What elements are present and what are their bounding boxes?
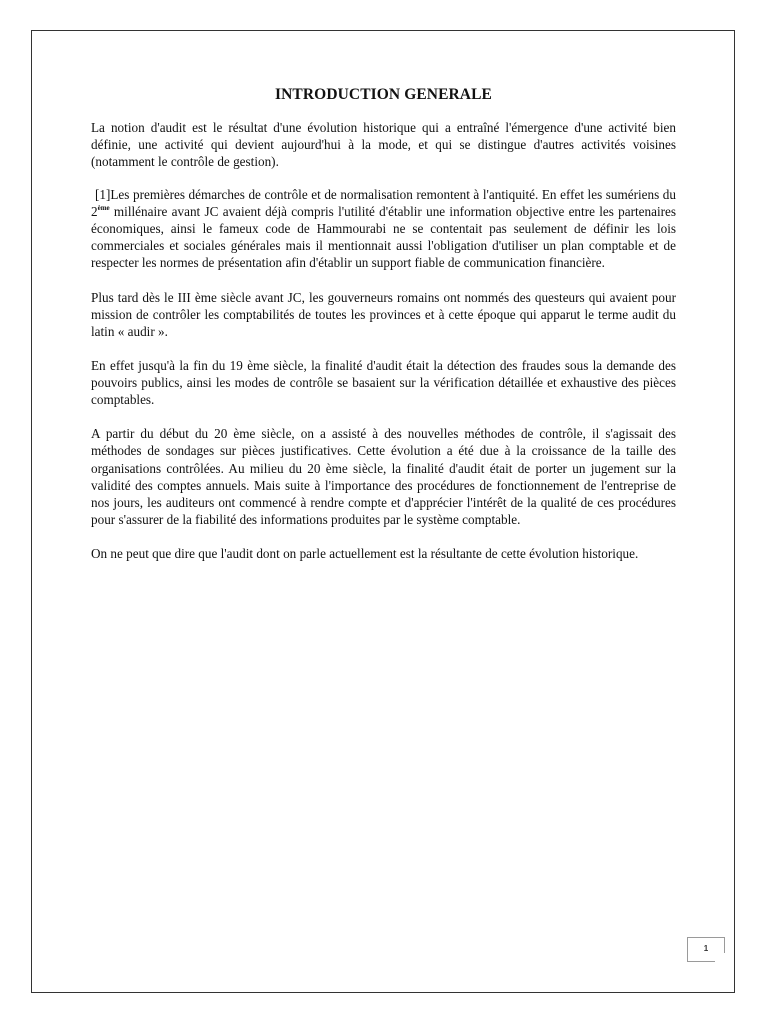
paragraph-3: Plus tard dès le III ème siècle avant JC, les gouverneurs romains ont nommés des questeurs qui avaient pour mission de contrôler les comptabilités de toutes les provinces et à cette époque qui apparut le terme audit du latin « audir ». (91, 289, 676, 339)
document-content (91, 86, 676, 579)
document-title: INTRODUCTION GENERALE (275, 86, 492, 103)
paragraph-2-after: millénaire avant JC avaient déjà compris l'utilité d'établir une information objective entre les partenaires économiques, ainsi le fameux code de Hammourabi ne se contentait pas seulement de définir les lois commerciales et sociales générales mais il mentionnait aussi l'obligation d'utiliser un plan comptable et de respecter les normes de présentation afin d'établir un support fiable de communication financière. (91, 204, 676, 270)
paragraph-5: A partir du début du 20 ème siècle, on a assisté à des nouvelles méthodes de contrôle, il s'agissait des méthodes de sondages sur pièces justificatives. Cette évolution a été due à la croissance de la taille des organisations contrôlées. Au milieu du 20 ème siècle, la finalité d'audit était de porter un jugement sur la validité des comptes annuels. Mais suite à l'importance des procédures de fonctionnement de l'entreprise de nos jours, les auditeurs ont commencé à rendre compte et d'apprécier l'intérêt de la qualité de ces procédures pour s'assurer de la fiabilité des informations produites par le système comptable. (91, 426, 676, 527)
paragraph-2-before: [1]Les premières démarches de contrôle et de normalisation remontent à l'antiquité. En effet les sumériens du 2 (91, 187, 676, 220)
page-number: 1 (703, 944, 709, 953)
paragraph-6: On ne peut que dire que l'audit dont on parle actuellement est la résultante de cette évolution historique. (91, 545, 639, 561)
page-curl-cut-icon (715, 953, 725, 962)
paragraph-1: La notion d'audit est le résultat d'une évolution historique qui a entraîné l'émergence d'une activité bien définie, une activité qui devient aujourd'hui à la mode, et qui se distingue d'autres activités voisines (notamment le contrôle de gestion). (91, 120, 676, 170)
page-number-box (687, 937, 725, 962)
paragraph-2 (91, 187, 676, 272)
superscript-eme: ème (97, 204, 110, 213)
paragraph-4: En effet jusqu'à la fin du 19 ème siècle, la finalité d'audit était la détection des fraudes sous la demande des pouvoirs publics, ainsi les modes de contrôle se basaient sur la vérification détaillée et exhaustive des pièces comptables. (91, 358, 676, 408)
